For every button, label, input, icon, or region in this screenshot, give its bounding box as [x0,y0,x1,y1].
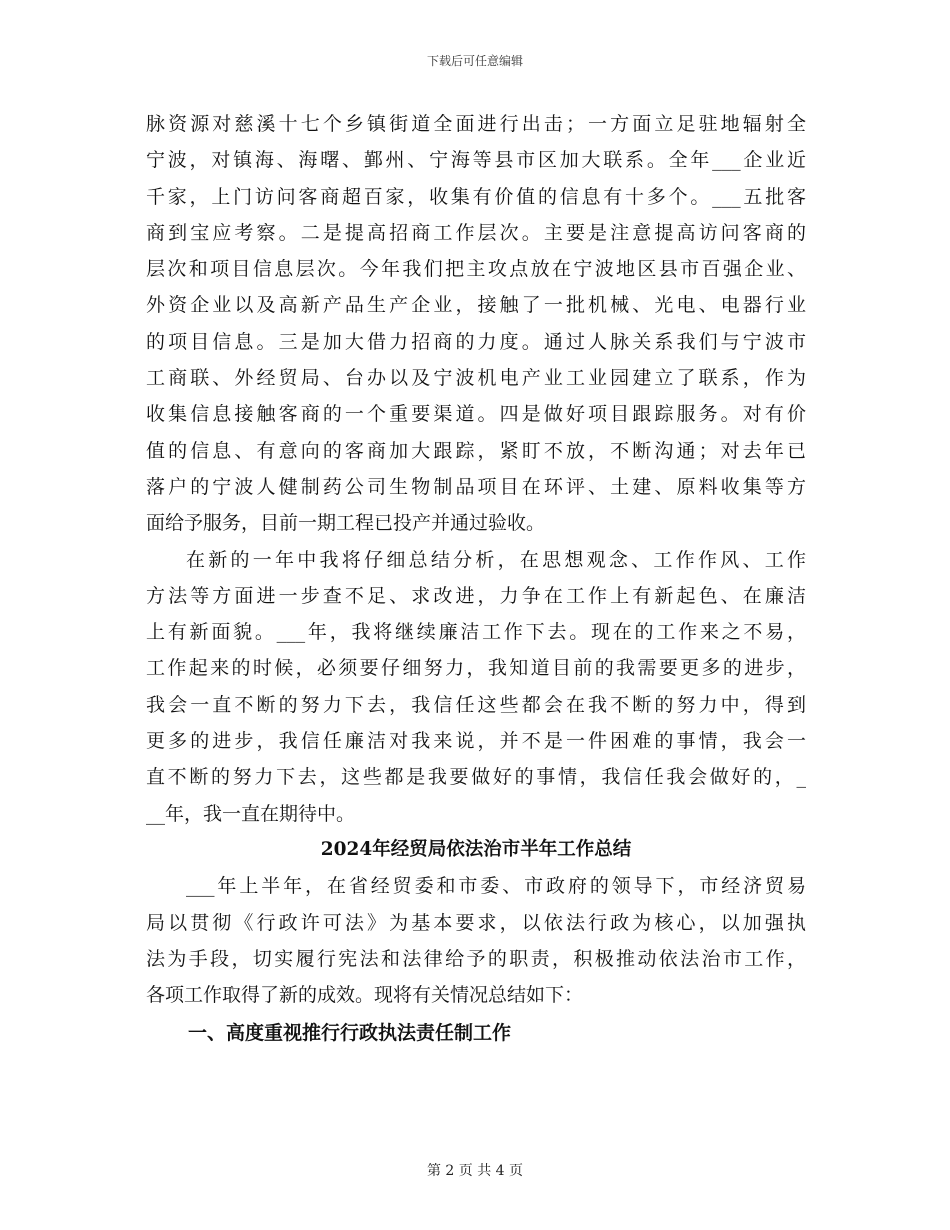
paragraph-line: 宁波，对镇海、海曙、鄞州、宁海等县市区加大联系。全年___企业近 [146,149,806,172]
paragraph-line: ___年上半年，在省经贸委和市委、市政府的领导下，市经济贸易 [186,875,806,898]
paragraph-line: 方法等方面进一步查不足、求改进，力争在工作上有新起色、在廉洁 [146,584,806,607]
paragraph-recruitment [146,106,806,542]
paragraph-line: 层次和项目信息层次。今年我们把主攻点放在宁波地区县市百强企业、 [146,258,806,281]
paragraph-line: 工商联、外经贸局、台办以及宁波机电产业工业园建立了联系，作为 [146,367,806,390]
paragraph-line: 在新的一年中我将仔细总结分析，在思想观念、工作作风、工作 [186,548,806,571]
paragraph-line: 上有新面貌。___年，我将继续廉洁工作下去。现在的工作来之不易， [146,621,806,644]
paragraph-line: 的项目信息。三是加大借力招商的力度。通过人脉关系我们与宁波市 [146,330,806,353]
section-title: 2024年经贸局依法治市半年工作总结 [320,838,632,860]
paragraph-line: 各项工作取得了新的成效。现将有关情况总结如下： [146,984,584,1007]
paragraph-new-year [146,542,806,832]
paragraph-summary-intro [146,868,806,1013]
paragraph-line: 脉资源对慈溪十七个乡镇街道全面进行出击；一方面立足驻地辐射全 [146,113,806,135]
paragraph-line: 值的信息、有意向的客商加大跟踪，紧盯不放，不断沟通；对去年已 [146,439,806,462]
section-heading: 一、高度重视推行行政执法责任制工作 [188,1022,512,1045]
document-body [146,106,806,1053]
paragraph-line: 落户的宁波人健制药公司生物制品项目在环评、土建、原料收集等方 [146,475,806,498]
paragraph-line: __年，我一直在期待中。 [146,802,356,825]
paragraph-line: 千家，上门访问客商超百家，收集有价值的信息有十多个。___五批客 [146,185,806,208]
paragraph-line: 面给予服务，目前一期工程已投产并通过验收。 [146,512,546,535]
paragraph-line: 局以贯彻《行政许可法》为基本要求，以依法行政为核心，以加强执 [146,911,806,934]
paragraph-line: 直不断的努力下去，这些都是我要做好的事情，我信任我会做好的，_ [146,766,806,789]
paragraph-line: 工作起来的时候，必须要仔细努力，我知道目前的我需要更多的进步， [146,657,806,680]
page-footer: 第 2 页 共 4 页 [426,1163,524,1179]
paragraph-line: 外资企业以及高新产品生产企业，接触了一批机械、光电、电器行业 [146,294,806,317]
page-header: 下载后可任意编辑 [426,54,523,68]
paragraph-line: 我会一直不断的努力下去，我信任这些都会在我不断的努力中，得到 [146,693,806,716]
paragraph-line: 更多的进步，我信任廉洁对我来说，并不是一件困难的事情，我会一 [146,730,806,753]
paragraph-line: 收集信息接触客商的一个重要渠道。四是做好项目跟踪服务。对有价 [146,403,806,426]
paragraph-line: 法为手段，切实履行宪法和法律给予的职责，积极推动依法治市工作， [146,947,806,970]
paragraph-line: 商到宝应考察。二是提高招商工作层次。主要是注意提高访问客商的 [146,221,806,244]
